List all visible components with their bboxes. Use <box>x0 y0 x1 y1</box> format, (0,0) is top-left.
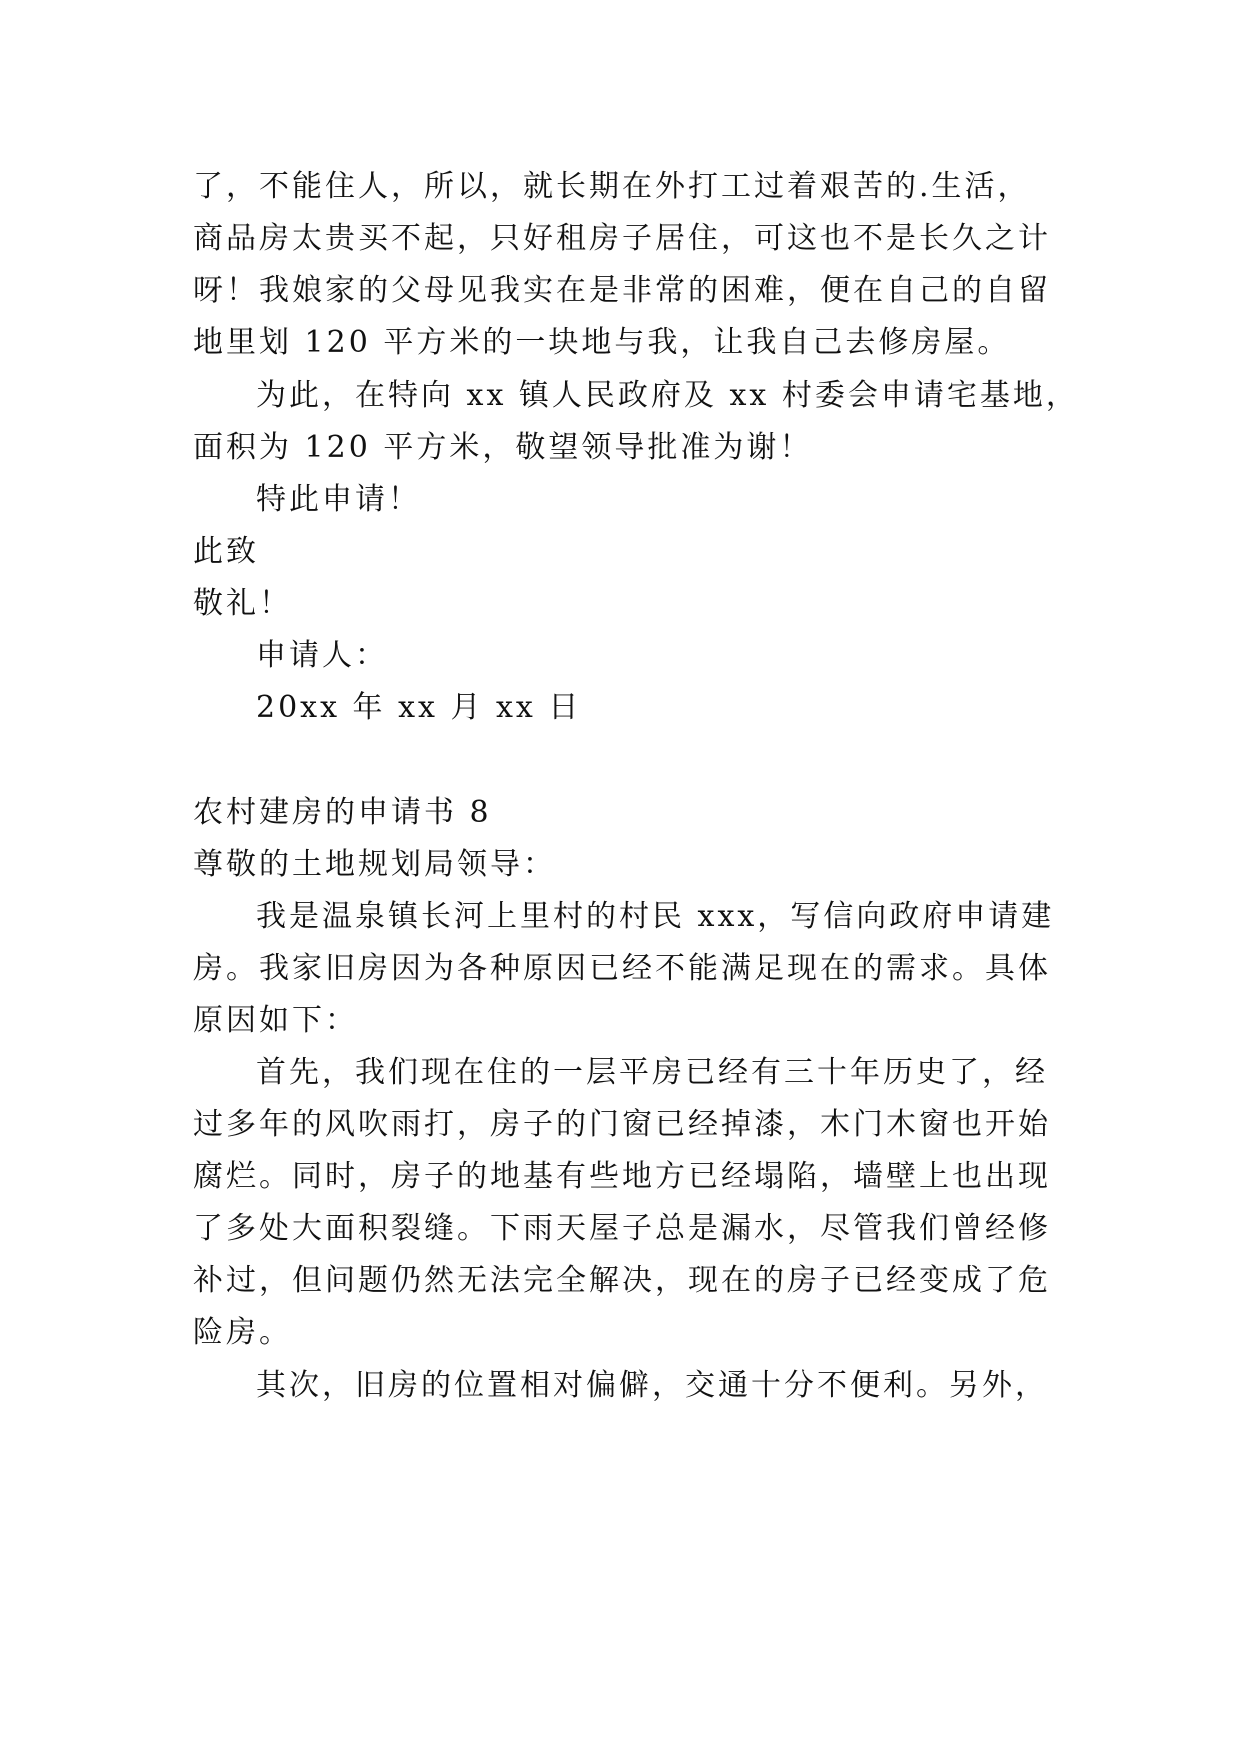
text-line: 腐烂。同时，房子的地基有些地方已经塌陷，墙壁上也出现 <box>193 1159 1051 1194</box>
section-title: 农村建房的申请书 8 <box>193 795 492 830</box>
text-line: 商品房太贵买不起，只好租房子居住，可这也不是长久之计 <box>193 221 1051 256</box>
text-line: 险房。 <box>193 1315 292 1350</box>
text-line: 过多年的风吹雨打，房子的门窗已经掉漆，木门木窗也开始 <box>193 1107 1051 1142</box>
text-line: 面积为 120 平方米，敬望领导批准为谢！ <box>193 430 813 465</box>
text-line: 地里划 120 平方米的一块地与我，让我自己去修房屋。 <box>193 325 1011 360</box>
text-line: 了多处大面积裂缝。下雨天屋子总是漏水，尽管我们曾经修 <box>193 1211 1051 1246</box>
text-line: 首先，我们现在住的一层平房已经有三十年历史了，经 <box>256 1055 1048 1090</box>
date-line: 20xx 年 xx 月 xx 日 <box>256 690 582 725</box>
closing-line: 此致 <box>193 534 259 569</box>
closing-line: 敬礼！ <box>193 586 292 621</box>
text-line: 特此申请！ <box>256 482 421 517</box>
salutation: 尊敬的土地规划局领导： <box>193 847 556 882</box>
text-line: 呀！我娘家的父母见我实在是非常的困难，便在自己的自留 <box>193 273 1051 308</box>
signature-label: 申请人： <box>256 638 388 673</box>
text-line: 其次，旧房的位置相对偏僻，交通十分不便利。另外， <box>256 1368 1048 1403</box>
text-line: 了，不能住人，所以，就长期在外打工过着艰苦的.生活， <box>193 169 1031 204</box>
text-line: 补过，但问题仍然无法完全解决，现在的房子已经变成了危 <box>193 1263 1051 1298</box>
text-line: 原因如下： <box>193 1003 358 1038</box>
text-line: 为此，在特向 xx 镇人民政府及 xx 村委会申请宅基地， <box>256 378 1079 413</box>
text-line: 房。我家旧房因为各种原因已经不能满足现在的需求。具体 <box>193 951 1051 986</box>
text-line: 我是温泉镇长河上里村的村民 xxx，写信向政府申请建 <box>256 899 1055 934</box>
